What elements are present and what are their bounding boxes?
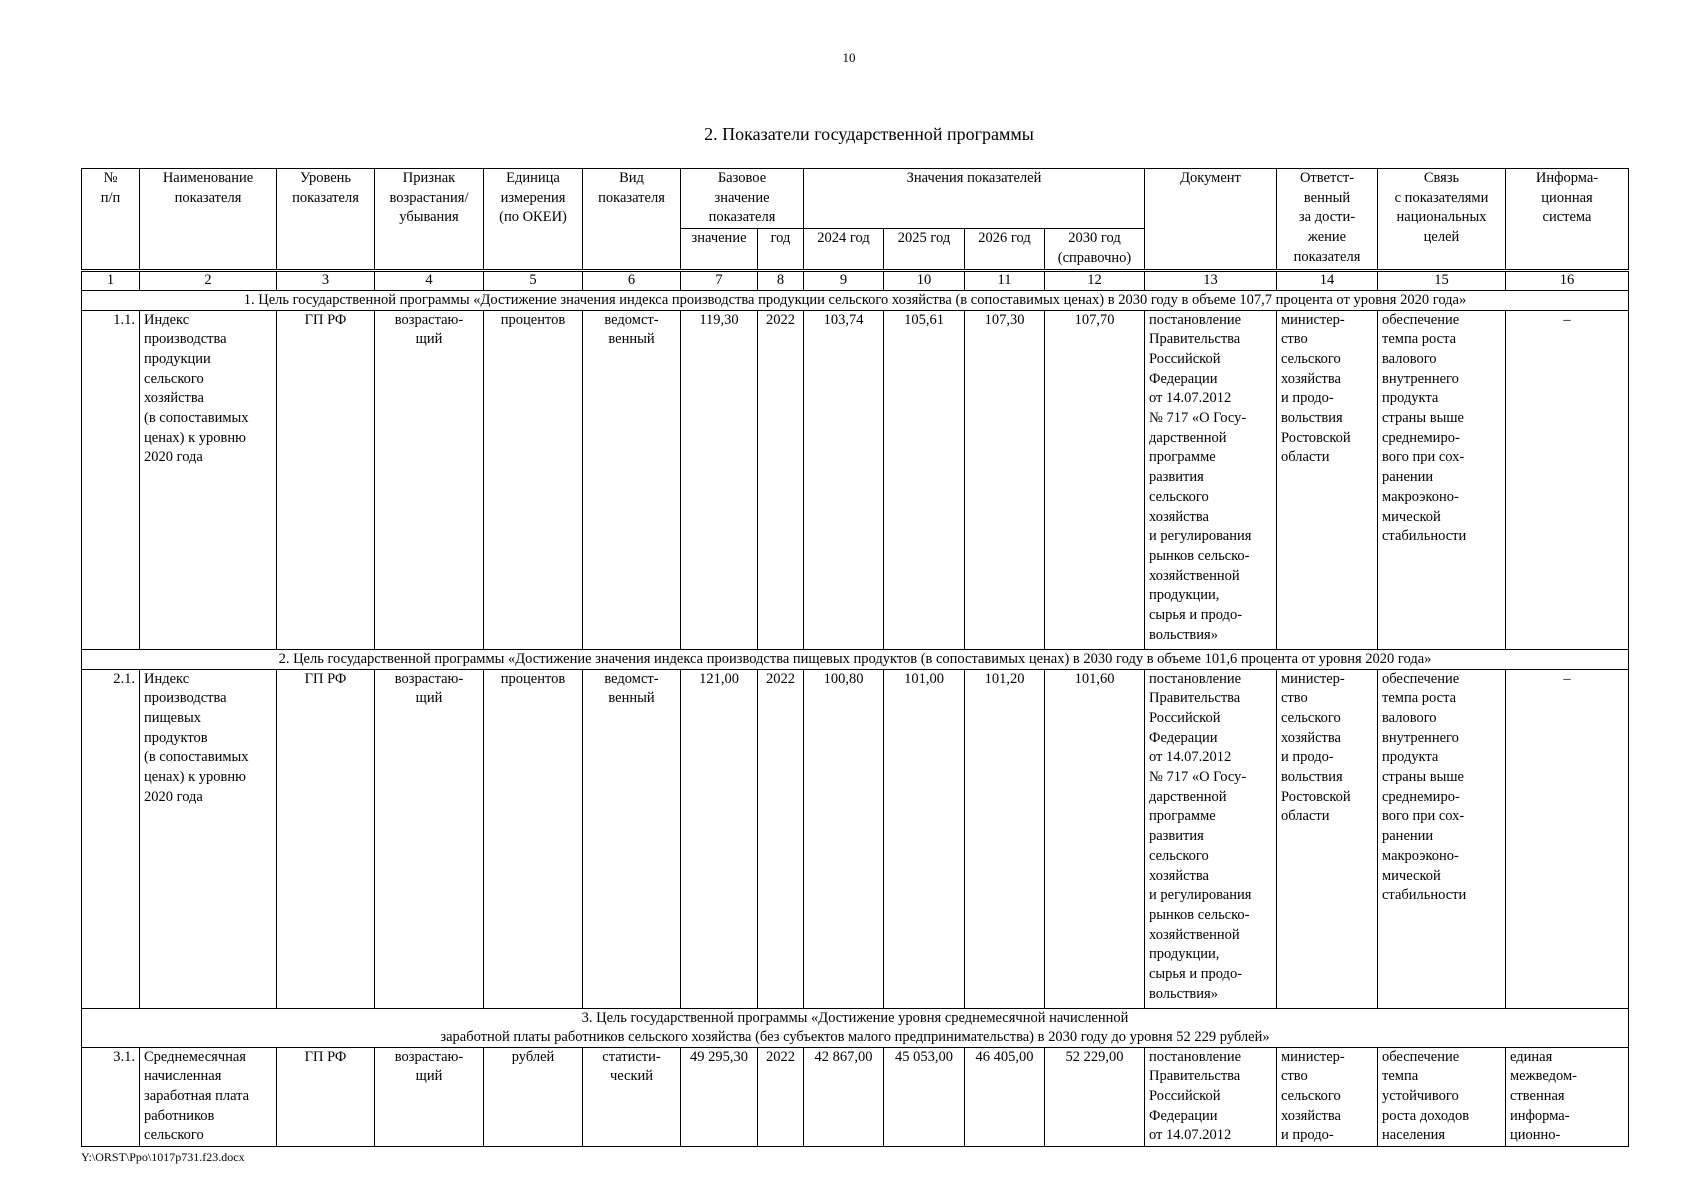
indicator-responsible: министер- ство сельского хозяйства и продо- вольствия Ростовской области xyxy=(1277,669,1378,1008)
base-year: 2022 xyxy=(758,310,804,649)
page-number: 10 xyxy=(842,50,856,65)
indicator-kind: статисти- ческий xyxy=(583,1047,681,1147)
indicator-document: постановление Правительства Российской Федерации от 14.07.2012 № 717 «О Госу- дарственной программе развития сельского хозяйства и регулирования рынков сельско- хозяйственной продукции, сырья и продо- вольствия» xyxy=(1145,310,1277,649)
base-value: 119,30 xyxy=(681,310,758,649)
header-values: Значения показателей xyxy=(804,169,1145,229)
header-base-year: год xyxy=(758,229,804,270)
column-number: 16 xyxy=(1506,270,1629,290)
column-number: 4 xyxy=(375,270,484,290)
base-year: 2022 xyxy=(758,1047,804,1147)
value-2025: 101,00 xyxy=(884,669,965,1008)
column-number: 5 xyxy=(484,270,583,290)
indicator-sign: возрастаю- щий xyxy=(375,310,484,649)
header-kind: Вид показателя xyxy=(583,169,681,271)
column-number: 3 xyxy=(277,270,375,290)
indicator-infosys: – xyxy=(1506,310,1629,649)
indicator-link: обеспечение темпа устойчивого роста доходов населения xyxy=(1378,1047,1506,1147)
footer-file-path: Y:\ORST\Ppo\1017p731.f23.docx xyxy=(81,1150,245,1164)
header-base: Базовое значение показателя xyxy=(681,169,804,229)
value-2024: 42 867,00 xyxy=(804,1047,884,1147)
header-2026: 2026 год xyxy=(965,229,1045,270)
value-2025: 105,61 xyxy=(884,310,965,649)
indicator-responsible: министер- ство сельского хозяйства и продо- вольствия Ростовской области xyxy=(1277,310,1378,649)
header-2024: 2024 год xyxy=(804,229,884,270)
header-name: Наименование показателя xyxy=(140,169,277,271)
indicator-unit: процентов xyxy=(484,310,583,649)
value-2024: 100,80 xyxy=(804,669,884,1008)
goal-3-text: 3. Цель государственной программы «Достижение уровня среднемесячной начисленной заработной платы работников сельского хозяйства (без субъектов малого предпринимательства) в 2030 году до уровня 52 229 рублей» xyxy=(82,1008,1629,1047)
indicator-unit: рублей xyxy=(484,1047,583,1147)
column-number: 11 xyxy=(965,270,1045,290)
indicator-name: Индекс производства пищевых продуктов (в сопоставимых ценах) к уровню 2020 года xyxy=(140,669,277,1008)
goal-2-text: 2. Цель государственной программы «Достижение значения индекса производства пищевых продуктов (в сопоставимых ценах) в 2030 году в объеме 101,6 процента от уровня 2020 года» xyxy=(82,649,1629,669)
header-unit: Единица измерения (по ОКЕИ) xyxy=(484,169,583,271)
base-value: 121,00 xyxy=(681,669,758,1008)
indicator-sign: возрастаю- щий xyxy=(375,1047,484,1147)
table-header-row xyxy=(82,169,1629,229)
indicator-level: ГП РФ xyxy=(277,1047,375,1147)
indicator-name: Среднемесячная начисленная заработная плата работников сельского xyxy=(140,1047,277,1147)
header-link: Связь с показателями национальных целей xyxy=(1378,169,1506,271)
header-infosys: Информа- ционная система xyxy=(1506,169,1629,271)
value-2030: 107,70 xyxy=(1045,310,1145,649)
header-2025: 2025 год xyxy=(884,229,965,270)
indicator-unit: процентов xyxy=(484,669,583,1008)
column-number: 13 xyxy=(1145,270,1277,290)
indicator-document: постановление Правительства Российской Федерации от 14.07.2012 № 717 «О Госу- дарственной программе развития сельского хозяйства и регулирования рынков сельско- хозяйственной продукции, сырья и продо- вольствия» xyxy=(1145,669,1277,1008)
header-base-value: значение xyxy=(681,229,758,270)
row-number: 2.1. xyxy=(82,669,140,1008)
indicator-kind: ведомст- венный xyxy=(583,669,681,1008)
column-number: 10 xyxy=(884,270,965,290)
column-number: 6 xyxy=(583,270,681,290)
indicator-infosys: – xyxy=(1506,669,1629,1008)
table-row xyxy=(82,669,1629,1008)
indicator-responsible: министер- ство сельского хозяйства и продо- xyxy=(1277,1047,1378,1147)
page-title: 2. Показатели государственной программы xyxy=(704,124,1034,144)
header-2030: 2030 год (справочно) xyxy=(1045,229,1145,270)
header-responsible: Ответст- венный за дости- жение показателя xyxy=(1277,169,1378,271)
indicators-table xyxy=(81,168,1629,1147)
value-2026: 107,30 xyxy=(965,310,1045,649)
column-number: 8 xyxy=(758,270,804,290)
goal-row xyxy=(82,649,1629,669)
indicator-kind: ведомст- венный xyxy=(583,310,681,649)
value-2026: 101,20 xyxy=(965,669,1045,1008)
column-number: 9 xyxy=(804,270,884,290)
indicator-name: Индекс производства продукции сельского хозяйства (в сопоставимых ценах) к уровню 2020 года xyxy=(140,310,277,649)
goal-row xyxy=(82,1008,1629,1047)
table-row xyxy=(82,310,1629,649)
value-2024: 103,74 xyxy=(804,310,884,649)
indicator-sign: возрастаю- щий xyxy=(375,669,484,1008)
header-num: № п/п xyxy=(82,169,140,271)
row-number: 1.1. xyxy=(82,310,140,649)
base-year: 2022 xyxy=(758,669,804,1008)
goal-row xyxy=(82,290,1629,310)
indicator-infosys: единая межведом- ственная информа- ционно- xyxy=(1506,1047,1629,1147)
value-2025: 45 053,00 xyxy=(884,1047,965,1147)
header-level: Уровень показателя xyxy=(277,169,375,271)
base-value: 49 295,30 xyxy=(681,1047,758,1147)
column-number: 12 xyxy=(1045,270,1145,290)
column-number: 14 xyxy=(1277,270,1378,290)
column-number: 7 xyxy=(681,270,758,290)
value-2030: 52 229,00 xyxy=(1045,1047,1145,1147)
column-numbers-row xyxy=(82,270,1629,290)
value-2030: 101,60 xyxy=(1045,669,1145,1008)
column-number: 1 xyxy=(82,270,140,290)
indicator-level: ГП РФ xyxy=(277,310,375,649)
header-document: Документ xyxy=(1145,169,1277,271)
value-2026: 46 405,00 xyxy=(965,1047,1045,1147)
column-number: 2 xyxy=(140,270,277,290)
header-sign: Признак возрастания/ убывания xyxy=(375,169,484,271)
goal-1-text: 1. Цель государственной программы «Достижение значения индекса производства продукции сельского хозяйства (в сопоставимых ценах) в 2030 году в объеме 107,7 процента от уровня 2020 года» xyxy=(82,290,1629,310)
indicator-document: постановление Правительства Российской Федерации от 14.07.2012 xyxy=(1145,1047,1277,1147)
indicator-link: обеспечение темпа роста валового внутреннего продукта страны выше среднемиро- вого при сох- ранении макроэконо- мической стабильности xyxy=(1378,310,1506,649)
indicator-link: обеспечение темпа роста валового внутреннего продукта страны выше среднемиро- вого при сох- ранении макроэконо- мической стабильности xyxy=(1378,669,1506,1008)
table-row xyxy=(82,1047,1629,1147)
indicator-level: ГП РФ xyxy=(277,669,375,1008)
column-number: 15 xyxy=(1378,270,1506,290)
row-number: 3.1. xyxy=(82,1047,140,1147)
